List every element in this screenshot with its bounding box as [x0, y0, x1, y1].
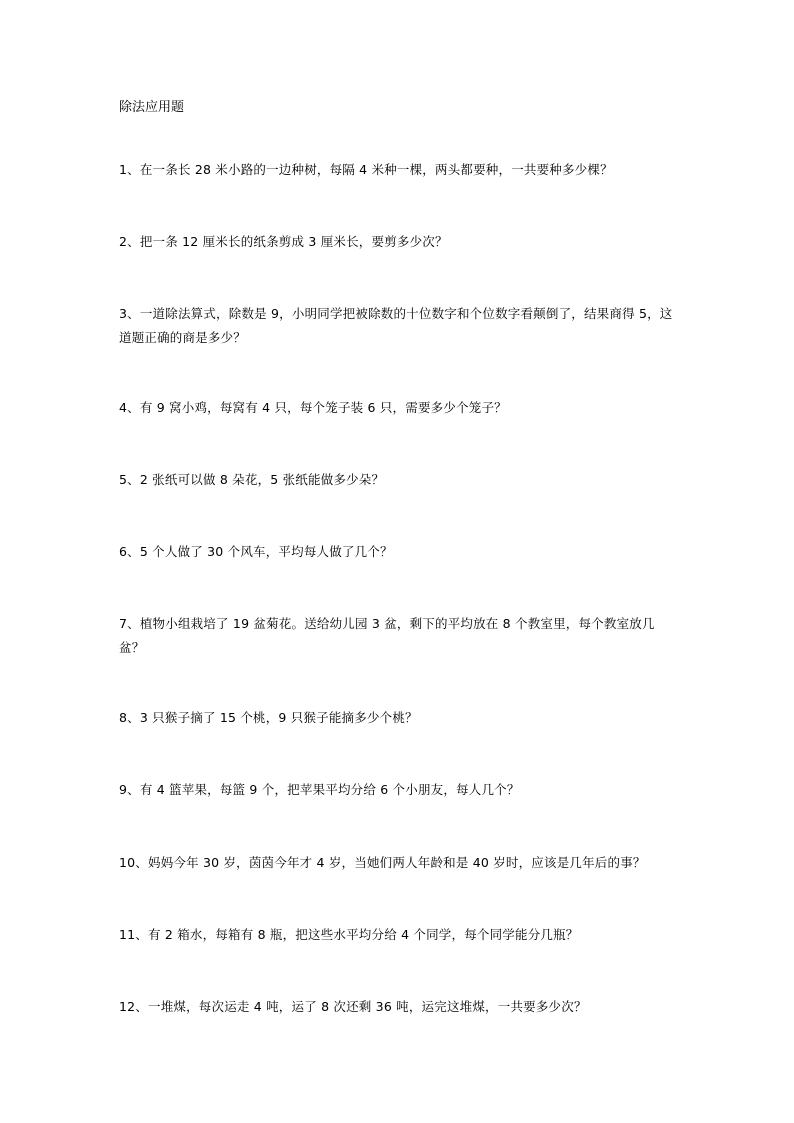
- question-3: 3、一道除法算式，除数是 9，小明同学把被除数的十位数字和个位数字看颠倒了，结果商得 5，这道题正确的商是多少？: [119, 306, 673, 345]
- question-8: 8、3 只猴子摘了 15 个桃，9 只猴子能摘多少个桃？: [119, 710, 418, 725]
- question-6: 6、5 个人做了 30 个风车，平均每人做了几个？: [119, 544, 393, 559]
- question-7: 7、植物小组栽培了 19 盆菊花。送给幼儿园 3 盆，剩下的平均放在 8 个教室里，每个教室放几盆？: [119, 616, 655, 655]
- question-12: 12、一堆煤，每次运走 4 吨，运了 8 次还剩 36 吨，运完这堆煤，一共要多少次？: [119, 999, 587, 1014]
- question-4: 4、有 9 窝小鸡，每窝有 4 只，每个笼子装 6 只，需要多少个笼子？: [119, 400, 507, 415]
- question-1: 1、在一条长 28 米小路的一边种树，每隔 4 米种一棵，两头都要种，一共要种多少棵？: [119, 162, 613, 177]
- question-5: 5、2 张纸可以做 8 朵花，5 张纸能做多少朵？: [119, 472, 385, 487]
- question-11: 11、有 2 箱水，每箱有 8 瓶，把这些水平均分给 4 个同学，每个同学能分几瓶？: [119, 927, 579, 942]
- question-9: 9、有 4 篮苹果，每篮 9 个，把苹果平均分给 6 个小朋友，每人几个？: [119, 782, 520, 797]
- document-title: 除法应用题: [119, 100, 185, 115]
- question-2: 2、把一条 12 厘米长的纸条剪成 3 厘米长，要剪多少次？: [119, 234, 448, 249]
- question-10: 10、妈妈今年 30 岁，茵茵今年才 4 岁，当她们两人年龄和是 40 岁时，应该是几年后的事？: [119, 855, 646, 870]
